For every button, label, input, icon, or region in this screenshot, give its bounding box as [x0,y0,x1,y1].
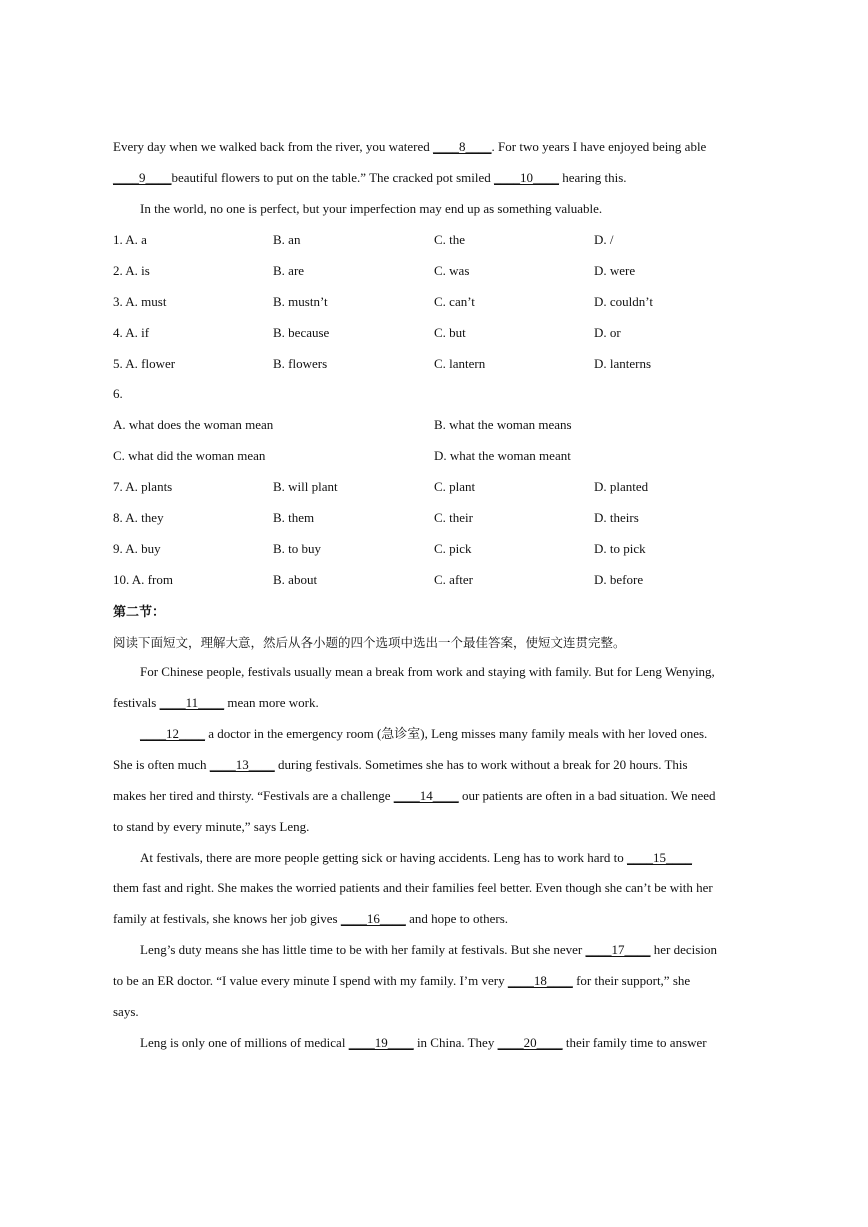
option-b: B. about [273,572,318,587]
passage-line [113,170,627,186]
section-instruction: 阅读下面短文，理解大意，然后从各小题的四个选项中选出一个最佳答案，使短文连贯完整。 [113,635,626,650]
option-a [113,510,164,526]
section-heading: 第二节： [113,605,166,620]
passage-line [113,788,716,804]
option-text: A. buy [125,541,161,556]
passage-line: For Chinese people, festivals usually mean a break from work and staying with family. But for Leng Wenying, [140,664,715,679]
option-c: C. their [434,510,473,525]
option-b: B. mustn’t [273,294,328,309]
option-c: C. after [434,572,473,587]
text: festivals [113,695,160,710]
blank-15: ____15____ [627,850,692,865]
option-a [113,541,161,557]
question-number: 1. [113,232,123,247]
option-a [113,325,149,341]
text: Leng’s duty means she has little time to be with her family at festivals. But she never [140,942,586,957]
option-b: B. what the woman means [434,417,572,432]
option-text: A. plants [125,479,173,494]
option-b: B. flowers [273,356,328,371]
option-c: C. but [434,325,466,340]
option-a [113,232,147,248]
question-number: 2. [113,263,123,278]
option-c: C. plant [434,479,476,494]
passage-line: to stand by every minute,” says Leng. [113,819,310,834]
option-b: B. an [273,232,301,247]
text: Leng is only one of millions of medical [140,1035,349,1050]
blank-17: ____17____ [585,942,651,957]
question-number: 6. [113,386,123,401]
blank-8: ____8____ [433,139,492,154]
text: She is often much [113,757,210,772]
option-c: C. the [434,232,466,247]
option-d: D. before [594,572,644,587]
option-a [113,479,172,495]
text: hearing this. [559,170,627,185]
blank-11: ____11____ [159,695,225,710]
text: her decision [650,942,717,957]
text: . For two years I have enjoyed being able [491,139,707,154]
passage-line [140,942,717,958]
option-b: B. to buy [273,541,322,556]
option-c: C. can’t [434,294,475,309]
blank-12: ____12____ [140,726,205,741]
text: for their support,” she [572,973,691,988]
blank-16: ____16____ [340,911,406,926]
text: our patients are often in a bad situation. We need [458,788,716,803]
passage-line: them fast and right. She makes the worried patients and their families feel better. Even though she can’t be with her [113,880,713,895]
passage-line [113,911,508,927]
text: mean more work. [224,695,319,710]
option-d: D. planted [594,479,649,494]
text: and hope to others. [405,911,508,926]
option-text: A. flower [125,356,176,371]
passage-line [140,850,692,866]
blank-18: ____18____ [507,973,573,988]
option-d: D. what the woman meant [434,448,571,463]
question-number: 8. [113,510,123,525]
option-b: B. them [273,510,315,525]
passage-line: says. [113,1004,139,1019]
option-d: D. couldn’t [594,294,653,309]
option-c: C. what did the woman mean [113,448,266,463]
text: to be an ER doctor. “I value every minute I spend with my family. I’m very [113,973,508,988]
option-text: A. is [125,263,150,278]
text: a doctor in the emergency room (急诊室), Leng misses many family meals with her loved ones. [205,726,708,741]
option-a [113,572,173,588]
option-c: C. lantern [434,356,486,371]
option-text: A. they [125,510,164,525]
option-b: B. because [273,325,330,340]
option-b: B. will plant [273,479,338,494]
question-number: 10. [113,572,130,587]
question-number: 5. [113,356,123,371]
option-a: A. what does the woman mean [113,417,274,432]
passage-line: In the world, no one is perfect, but your imperfection may end up as something valuable. [140,201,603,216]
option-c: C. pick [434,541,472,556]
passage-line [140,1035,707,1051]
option-d: D. or [594,325,621,340]
blank-19: ____19____ [348,1035,414,1050]
option-d: D. theirs [594,510,639,525]
blank-13: ____13____ [209,757,275,772]
blank-10: ____10____ [494,170,559,185]
option-a [113,356,175,372]
option-d: D. / [594,232,614,247]
option-d: D. lanterns [594,356,652,371]
text: during festivals. Sometimes she has to work without a break for 20 hours. This [274,757,688,772]
option-a [113,294,166,310]
option-b: B. are [273,263,305,278]
question-number: 3. [113,294,123,309]
option-a [113,263,150,279]
question-number: 9. [113,541,123,556]
question-number: 7. [113,479,123,494]
text: makes her tired and thirsty. “Festivals are a challenge [113,788,394,803]
blank-14: ____14____ [393,788,459,803]
option-c: C. was [434,263,470,278]
passage-line [113,757,688,773]
passage-line [113,139,706,155]
option-d: D. were [594,263,636,278]
option-text: A. if [125,325,150,340]
passage-line [113,973,690,989]
passage-line [140,726,707,742]
text: in China. They [413,1035,498,1050]
blank-20: ____20____ [497,1035,563,1050]
option-d: D. to pick [594,541,646,556]
question-number: 4. [113,325,123,340]
text: their family time to answer [562,1035,707,1050]
blank-9: ____9____ [113,170,172,185]
option-text: A. must [125,294,167,309]
option-text: A. a [125,232,147,247]
option-text: A. from [131,572,173,587]
text: At festivals, there are more people getting sick or having accidents. Leng has to work hard to [140,850,627,865]
text: family at festivals, she knows her job gives [113,911,341,926]
text: Every day when we walked back from the river, you watered [113,139,434,154]
passage-line [113,695,319,711]
text: beautiful flowers to put on the table.” The cracked pot smiled [171,170,494,185]
